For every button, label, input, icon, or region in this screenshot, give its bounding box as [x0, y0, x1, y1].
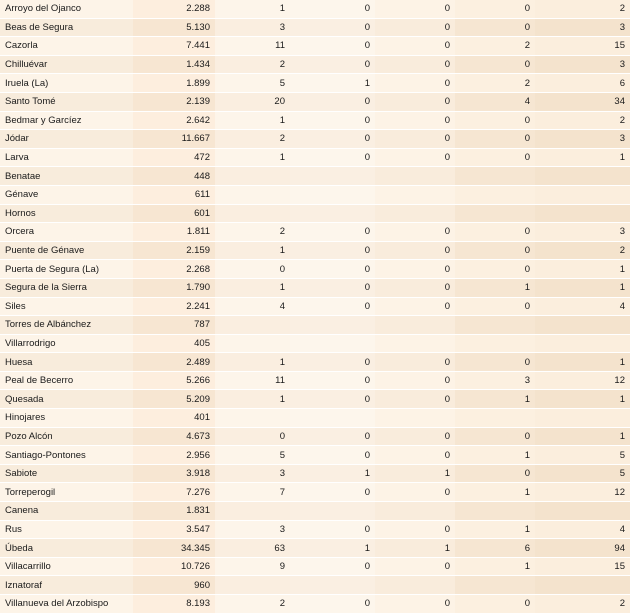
cell-v3: 0 — [290, 148, 375, 167]
cell-v4: 0 — [375, 297, 455, 316]
table-row — [0, 148, 630, 167]
cell-municipality: Torres de Albánchez — [0, 316, 133, 335]
cell-v4: 0 — [375, 260, 455, 279]
cell-v3: 0 — [290, 520, 375, 539]
cell-v1: 1.811 — [133, 223, 215, 242]
cell-v2 — [215, 167, 290, 186]
table-row — [0, 185, 630, 204]
cell-v1: 472 — [133, 148, 215, 167]
cell-v4 — [375, 167, 455, 186]
cell-municipality: Siles — [0, 297, 133, 316]
cell-v7: 2 — [535, 111, 630, 130]
table-row — [0, 557, 630, 576]
cell-v2 — [215, 185, 290, 204]
cell-v5: 0 — [455, 55, 535, 74]
cell-v1: 401 — [133, 409, 215, 428]
cell-v4 — [375, 316, 455, 335]
cell-v3 — [290, 502, 375, 521]
table-row — [0, 260, 630, 279]
cell-v1: 2.489 — [133, 353, 215, 372]
cell-municipality: Santo Tomé — [0, 92, 133, 111]
cell-municipality: Génave — [0, 185, 133, 204]
table-row — [0, 0, 630, 18]
cell-v1: 10.726 — [133, 557, 215, 576]
cell-v1: 2.241 — [133, 297, 215, 316]
cell-v2 — [215, 502, 290, 521]
cell-v5 — [455, 204, 535, 223]
cell-v7: 94 — [535, 539, 630, 558]
cell-v4: 0 — [375, 520, 455, 539]
cell-v3: 0 — [290, 278, 375, 297]
cell-v7: 1 — [535, 278, 630, 297]
cell-v5: 1 — [455, 557, 535, 576]
cell-v1: 960 — [133, 576, 215, 595]
cell-municipality: Puerta de Segura (La) — [0, 260, 133, 279]
cell-municipality: Larva — [0, 148, 133, 167]
cell-v1: 2.139 — [133, 92, 215, 111]
cell-v1: 1.899 — [133, 74, 215, 93]
cell-v7: 1 — [535, 390, 630, 409]
cell-v4: 0 — [375, 278, 455, 297]
cell-v2: 63 — [215, 539, 290, 558]
cell-v4: 0 — [375, 37, 455, 56]
cell-v1: 5.130 — [133, 18, 215, 37]
cell-v2 — [215, 316, 290, 335]
cell-v5 — [455, 576, 535, 595]
cell-v2: 1 — [215, 241, 290, 260]
table-row — [0, 241, 630, 260]
cell-v3: 0 — [290, 427, 375, 446]
table-row — [0, 37, 630, 56]
cell-v3: 0 — [290, 260, 375, 279]
cell-v3: 0 — [290, 111, 375, 130]
cell-v5 — [455, 502, 535, 521]
cell-v2: 2 — [215, 55, 290, 74]
cell-v7: 2 — [535, 241, 630, 260]
table-row — [0, 520, 630, 539]
cell-v7 — [535, 576, 630, 595]
table-row — [0, 223, 630, 242]
table-row — [0, 334, 630, 353]
cell-v1: 11.667 — [133, 130, 215, 149]
cell-municipality: Santiago-Pontones — [0, 446, 133, 465]
cell-v3: 0 — [290, 18, 375, 37]
cell-v1: 2.159 — [133, 241, 215, 260]
cell-v2: 0 — [215, 260, 290, 279]
cell-v1: 4.673 — [133, 427, 215, 446]
table-row — [0, 278, 630, 297]
cell-v5: 1 — [455, 390, 535, 409]
cell-v5: 0 — [455, 111, 535, 130]
cell-v5: 4 — [455, 92, 535, 111]
cell-municipality: Puente de Génave — [0, 241, 133, 260]
cell-v7: 1 — [535, 260, 630, 279]
cell-v7: 1 — [535, 427, 630, 446]
cell-v4: 0 — [375, 130, 455, 149]
cell-municipality: Torreperogil — [0, 483, 133, 502]
cell-v1: 3.918 — [133, 464, 215, 483]
cell-municipality: Jódar — [0, 130, 133, 149]
cell-v4: 0 — [375, 353, 455, 372]
cell-municipality: Canena — [0, 502, 133, 521]
cell-v7 — [535, 204, 630, 223]
cell-v4 — [375, 334, 455, 353]
cell-municipality: Orcera — [0, 223, 133, 242]
table-row — [0, 18, 630, 37]
cell-municipality: Pozo Alcón — [0, 427, 133, 446]
cell-v4: 0 — [375, 390, 455, 409]
table-row — [0, 316, 630, 335]
cell-v3 — [290, 204, 375, 223]
cell-v4 — [375, 502, 455, 521]
cell-v7 — [535, 334, 630, 353]
cell-v5 — [455, 167, 535, 186]
cell-v2 — [215, 576, 290, 595]
cell-municipality: Quesada — [0, 390, 133, 409]
cell-v7: 4 — [535, 520, 630, 539]
table-row — [0, 55, 630, 74]
cell-v5: 0 — [455, 260, 535, 279]
cell-v5 — [455, 316, 535, 335]
cell-v4: 0 — [375, 92, 455, 111]
cell-v7 — [535, 316, 630, 335]
cell-v2: 9 — [215, 557, 290, 576]
cell-municipality: Villacarrillo — [0, 557, 133, 576]
cell-v3: 1 — [290, 464, 375, 483]
cell-municipality: Hinojares — [0, 409, 133, 428]
table-row — [0, 539, 630, 558]
cell-v3: 0 — [290, 446, 375, 465]
cell-v4: 0 — [375, 55, 455, 74]
cell-municipality: Úbeda — [0, 539, 133, 558]
cell-v5: 6 — [455, 539, 535, 558]
cell-v5: 0 — [455, 353, 535, 372]
cell-v4: 0 — [375, 446, 455, 465]
cell-v3 — [290, 334, 375, 353]
cell-v7 — [535, 409, 630, 428]
cell-v3: 0 — [290, 390, 375, 409]
cell-v3 — [290, 167, 375, 186]
cell-v3: 1 — [290, 539, 375, 558]
cell-v2: 11 — [215, 37, 290, 56]
cell-municipality: Iruela (La) — [0, 74, 133, 93]
cell-v5: 0 — [455, 18, 535, 37]
table-row — [0, 427, 630, 446]
cell-v3: 0 — [290, 297, 375, 316]
cell-municipality: Beas de Segura — [0, 18, 133, 37]
cell-v2: 1 — [215, 0, 290, 18]
cell-municipality: Benatae — [0, 167, 133, 186]
cell-v2: 5 — [215, 74, 290, 93]
cell-v3: 0 — [290, 241, 375, 260]
cell-v7 — [535, 185, 630, 204]
table-row — [0, 446, 630, 465]
cell-municipality: Cazorla — [0, 37, 133, 56]
cell-municipality: Villarrodrigo — [0, 334, 133, 353]
cell-v5: 1 — [455, 483, 535, 502]
cell-v2: 2 — [215, 595, 290, 614]
cell-v3 — [290, 185, 375, 204]
cell-v7: 2 — [535, 595, 630, 614]
cell-v1: 1.434 — [133, 55, 215, 74]
cell-v4: 0 — [375, 483, 455, 502]
cell-v5: 3 — [455, 371, 535, 390]
cell-v3: 0 — [290, 55, 375, 74]
cell-v7: 4 — [535, 297, 630, 316]
table-row — [0, 167, 630, 186]
cell-v1: 7.441 — [133, 37, 215, 56]
cell-v1: 2.268 — [133, 260, 215, 279]
cell-v7: 12 — [535, 371, 630, 390]
cell-v1: 2.956 — [133, 446, 215, 465]
table-row — [0, 353, 630, 372]
cell-v5: 0 — [455, 223, 535, 242]
cell-v4 — [375, 409, 455, 428]
cell-v4: 0 — [375, 241, 455, 260]
cell-v4 — [375, 204, 455, 223]
cell-v5: 0 — [455, 297, 535, 316]
cell-v5: 0 — [455, 427, 535, 446]
cell-v2: 5 — [215, 446, 290, 465]
table-row — [0, 409, 630, 428]
cell-municipality: Chilluévar — [0, 55, 133, 74]
cell-v4: 0 — [375, 74, 455, 93]
cell-v1: 787 — [133, 316, 215, 335]
cell-v2: 3 — [215, 464, 290, 483]
cell-v2: 11 — [215, 371, 290, 390]
cell-v3: 0 — [290, 353, 375, 372]
cell-v1: 2.288 — [133, 0, 215, 18]
cell-v3: 0 — [290, 92, 375, 111]
cell-v7: 3 — [535, 130, 630, 149]
cell-v1: 2.642 — [133, 111, 215, 130]
cell-v2: 1 — [215, 148, 290, 167]
cell-v3: 0 — [290, 557, 375, 576]
cell-v1: 5.266 — [133, 371, 215, 390]
cell-v3: 0 — [290, 223, 375, 242]
cell-v7 — [535, 502, 630, 521]
cell-municipality: Arroyo del Ojanco — [0, 0, 133, 18]
cell-municipality: Peal de Becerro — [0, 371, 133, 390]
cell-v1: 611 — [133, 185, 215, 204]
cell-v3: 0 — [290, 483, 375, 502]
cell-v4: 0 — [375, 18, 455, 37]
table-row — [0, 297, 630, 316]
cell-v4: 0 — [375, 223, 455, 242]
cell-v7: 3 — [535, 18, 630, 37]
cell-v5: 1 — [455, 278, 535, 297]
cell-v5: 2 — [455, 37, 535, 56]
cell-v2: 1 — [215, 278, 290, 297]
table-row — [0, 576, 630, 595]
cell-v7: 1 — [535, 353, 630, 372]
cell-v7: 1 — [535, 148, 630, 167]
table-row — [0, 502, 630, 521]
table-row — [0, 92, 630, 111]
cell-v4: 1 — [375, 539, 455, 558]
cell-v4: 0 — [375, 0, 455, 18]
cell-v2: 1 — [215, 111, 290, 130]
cell-v3: 0 — [290, 595, 375, 614]
cell-v3: 0 — [290, 130, 375, 149]
cell-v2: 7 — [215, 483, 290, 502]
cell-municipality: Iznatoraf — [0, 576, 133, 595]
cell-v2: 1 — [215, 390, 290, 409]
table-row — [0, 204, 630, 223]
cell-municipality: Hornos — [0, 204, 133, 223]
cell-v1: 34.345 — [133, 539, 215, 558]
table-row — [0, 390, 630, 409]
cell-v7: 12 — [535, 483, 630, 502]
cell-municipality: Villanueva del Arzobispo — [0, 595, 133, 614]
cell-v3 — [290, 576, 375, 595]
table-row — [0, 595, 630, 614]
cell-v3: 1 — [290, 74, 375, 93]
cell-v5: 1 — [455, 520, 535, 539]
cell-v4 — [375, 576, 455, 595]
cell-v7: 3 — [535, 55, 630, 74]
cell-v7: 2 — [535, 0, 630, 18]
table-row — [0, 111, 630, 130]
cell-v2 — [215, 204, 290, 223]
cell-v2: 20 — [215, 92, 290, 111]
cell-v1: 3.547 — [133, 520, 215, 539]
cell-v1: 1.790 — [133, 278, 215, 297]
cell-v1: 5.209 — [133, 390, 215, 409]
cell-v4: 0 — [375, 427, 455, 446]
cell-v4: 0 — [375, 371, 455, 390]
cell-v5: 2 — [455, 74, 535, 93]
table-row — [0, 483, 630, 502]
cell-v1: 7.276 — [133, 483, 215, 502]
cell-v2: 4 — [215, 297, 290, 316]
cell-v5: 0 — [455, 464, 535, 483]
cell-v2 — [215, 409, 290, 428]
cell-v7: 6 — [535, 74, 630, 93]
cell-v5: 0 — [455, 0, 535, 18]
cell-v7: 15 — [535, 557, 630, 576]
cell-v7: 34 — [535, 92, 630, 111]
cell-v3 — [290, 409, 375, 428]
table-row — [0, 371, 630, 390]
cell-v2: 0 — [215, 427, 290, 446]
cell-v7 — [535, 167, 630, 186]
cell-v1: 8.193 — [133, 595, 215, 614]
cell-v7: 5 — [535, 446, 630, 465]
table-row — [0, 130, 630, 149]
cell-v2: 1 — [215, 353, 290, 372]
cell-municipality: Sabiote — [0, 464, 133, 483]
cell-v1: 405 — [133, 334, 215, 353]
cell-v4: 1 — [375, 464, 455, 483]
cell-v5: 0 — [455, 241, 535, 260]
cell-v1: 601 — [133, 204, 215, 223]
cell-v5 — [455, 409, 535, 428]
cell-v3: 0 — [290, 37, 375, 56]
cell-v1: 1.831 — [133, 502, 215, 521]
cell-v5: 0 — [455, 148, 535, 167]
cell-v2: 3 — [215, 520, 290, 539]
cell-v2: 2 — [215, 130, 290, 149]
cell-municipality: Segura de la Sierra — [0, 278, 133, 297]
cell-v3: 0 — [290, 0, 375, 18]
cell-municipality: Huesa — [0, 353, 133, 372]
cell-v7: 15 — [535, 37, 630, 56]
cell-v5: 0 — [455, 595, 535, 614]
cell-v4 — [375, 185, 455, 204]
cell-v4: 0 — [375, 557, 455, 576]
cell-municipality: Bedmar y Garcíez — [0, 111, 133, 130]
cell-v5: 0 — [455, 130, 535, 149]
cell-v3 — [290, 316, 375, 335]
cell-v4: 0 — [375, 148, 455, 167]
cell-v4: 0 — [375, 595, 455, 614]
cell-v5 — [455, 185, 535, 204]
cell-v7: 3 — [535, 223, 630, 242]
cell-v7: 5 — [535, 464, 630, 483]
cell-v2: 3 — [215, 18, 290, 37]
cell-v5: 1 — [455, 446, 535, 465]
cell-v5 — [455, 334, 535, 353]
cell-v1: 448 — [133, 167, 215, 186]
table-row — [0, 74, 630, 93]
cell-municipality: Rus — [0, 520, 133, 539]
table-row — [0, 464, 630, 483]
cell-v2 — [215, 334, 290, 353]
cell-v2: 2 — [215, 223, 290, 242]
cell-v3: 0 — [290, 371, 375, 390]
cell-v4: 0 — [375, 111, 455, 130]
